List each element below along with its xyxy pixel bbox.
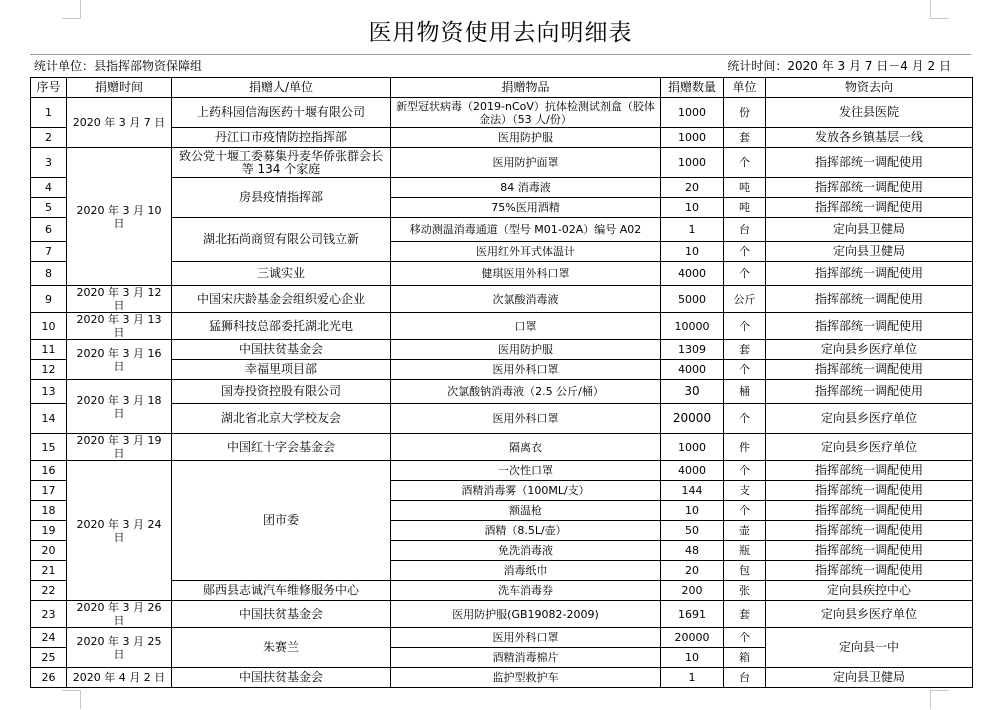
qty-cell: 10 xyxy=(661,648,724,668)
date-cell: 2020 年 3 月 26 日 xyxy=(67,601,172,628)
item-cell: 次氯酸消毒液 xyxy=(391,286,661,313)
donor-cell: 致公党十堰工委募集丹麦华侨张群会长等 134 个家庭 xyxy=(172,148,391,178)
donor-cell: 三诚实业 xyxy=(172,262,391,286)
unit-cell: 个 xyxy=(724,148,766,178)
unit-cell: 个 xyxy=(724,242,766,262)
date-cell: 2020 年 3 月 13 日 xyxy=(67,313,172,340)
date-cell: 2020 年 4 月 2 日 xyxy=(67,668,172,688)
dest-cell: 定向县卫健局 xyxy=(766,668,973,688)
item-cell: 医用防护服(GB19082-2009) xyxy=(391,601,661,628)
qty-cell: 1 xyxy=(661,218,724,242)
item-cell: 酒精消毒雾（100ML/支） xyxy=(391,481,661,501)
unit-cell: 套 xyxy=(724,128,766,148)
unit-cell: 吨 xyxy=(724,178,766,198)
dest-cell: 指挥部统一调配使用 xyxy=(766,198,973,218)
qty-cell: 48 xyxy=(661,541,724,561)
table-row xyxy=(31,218,973,242)
seq-cell: 21 xyxy=(31,561,67,581)
seq-cell: 1 xyxy=(31,98,67,128)
seq-cell: 23 xyxy=(31,601,67,628)
unit-cell: 桶 xyxy=(724,380,766,404)
seq-cell: 15 xyxy=(31,434,67,461)
dest-cell: 指挥部统一调配使用 xyxy=(766,561,973,581)
unit-cell: 公斤 xyxy=(724,286,766,313)
date-cell: 2020 年 3 月 16 日 xyxy=(67,340,172,380)
qty-cell: 10 xyxy=(661,242,724,262)
table-header-row xyxy=(31,78,973,98)
dest-cell: 定向县乡医疗单位 xyxy=(766,434,973,461)
donor-cell: 中国扶贫基金会 xyxy=(172,668,391,688)
title-divider xyxy=(30,54,971,55)
table-row xyxy=(31,601,973,628)
dest-cell: 指挥部统一调配使用 xyxy=(766,262,973,286)
qty-cell: 1 xyxy=(661,668,724,688)
table-row xyxy=(31,581,973,601)
header-donor: 捐赠人/单位 xyxy=(172,78,391,98)
seq-cell: 4 xyxy=(31,178,67,198)
seq-cell: 17 xyxy=(31,481,67,501)
unit-cell: 份 xyxy=(724,98,766,128)
item-cell: 一次性口罩 xyxy=(391,461,661,481)
qty-cell: 4000 xyxy=(661,461,724,481)
dest-cell: 定向县疾控中心 xyxy=(766,581,973,601)
header-date: 捐赠时间 xyxy=(67,78,172,98)
dest-cell: 定向县乡医疗单位 xyxy=(766,404,973,434)
qty-cell: 20 xyxy=(661,561,724,581)
date-cell: 2020 年 3 月 10 日 xyxy=(67,148,172,286)
qty-cell: 1691 xyxy=(661,601,724,628)
qty-cell: 4000 xyxy=(661,262,724,286)
header-dest: 物资去向 xyxy=(766,78,973,98)
item-cell: 医用外科口罩 xyxy=(391,628,661,648)
donor-cell: 郧西县志诚汽车维修服务中心 xyxy=(172,581,391,601)
donor-cell: 中国红十字会基金会 xyxy=(172,434,391,461)
qty-cell: 1309 xyxy=(661,340,724,360)
item-cell: 额温枪 xyxy=(391,501,661,521)
qty-cell: 1000 xyxy=(661,128,724,148)
item-cell: 84 消毒液 xyxy=(391,178,661,198)
seq-cell: 9 xyxy=(31,286,67,313)
item-cell: 健琪医用外科口罩 xyxy=(391,262,661,286)
stat-unit: 统计单位：县指挥部物资保障组 xyxy=(34,59,203,73)
item-cell: 医用红外耳式体温计 xyxy=(391,242,661,262)
table-row xyxy=(31,286,973,313)
unit-cell: 包 xyxy=(724,561,766,581)
qty-cell: 20000 xyxy=(661,628,724,648)
qty-cell: 4000 xyxy=(661,360,724,380)
item-cell: 移动测温消毒通道（型号 M01-02A）编号 A02 xyxy=(391,218,661,242)
donor-cell: 湖北省北京大学校友会 xyxy=(172,404,391,434)
dest-cell: 定向县乡医疗单位 xyxy=(766,340,973,360)
unit-cell: 吨 xyxy=(724,198,766,218)
seq-cell: 24 xyxy=(31,628,67,648)
seq-cell: 10 xyxy=(31,313,67,340)
table-row xyxy=(31,262,973,286)
table-row xyxy=(31,313,973,340)
donor-cell: 朱赛兰 xyxy=(172,628,391,668)
crop-mark-bottom-left xyxy=(62,690,81,709)
seq-cell: 14 xyxy=(31,404,67,434)
seq-cell: 8 xyxy=(31,262,67,286)
unit-cell: 张 xyxy=(724,581,766,601)
unit-cell: 台 xyxy=(724,218,766,242)
crop-mark-top-left xyxy=(62,0,81,19)
unit-cell: 套 xyxy=(724,340,766,360)
table-row xyxy=(31,668,973,688)
dest-cell: 指挥部统一调配使用 xyxy=(766,461,973,481)
dest-cell: 指挥部统一调配使用 xyxy=(766,501,973,521)
date-cell: 2020 年 3 月 19 日 xyxy=(67,434,172,461)
unit-cell: 壶 xyxy=(724,521,766,541)
unit-cell: 个 xyxy=(724,313,766,340)
dest-cell: 定向县卫健局 xyxy=(766,218,973,242)
qty-cell: 20 xyxy=(661,178,724,198)
donor-cell: 丹江口市疫情防控指挥部 xyxy=(172,128,391,148)
qty-cell: 50 xyxy=(661,521,724,541)
page-title: 医用物资使用去向明细表 xyxy=(368,20,633,46)
unit-cell: 支 xyxy=(724,481,766,501)
qty-cell: 144 xyxy=(661,481,724,501)
donor-cell: 中国扶贫基金会 xyxy=(172,601,391,628)
dest-cell: 发放各乡镇基层一线 xyxy=(766,128,973,148)
donation-table xyxy=(30,77,973,688)
table-row xyxy=(31,178,973,198)
seq-cell: 5 xyxy=(31,198,67,218)
seq-cell: 19 xyxy=(31,521,67,541)
date-cell: 2020 年 3 月 25 日 xyxy=(67,628,172,668)
qty-cell: 200 xyxy=(661,581,724,601)
dest-cell: 定向县一中 xyxy=(766,628,973,668)
qty-cell: 1000 xyxy=(661,98,724,128)
donor-cell: 房县疫情指挥部 xyxy=(172,178,391,218)
unit-cell: 个 xyxy=(724,461,766,481)
seq-cell: 11 xyxy=(31,340,67,360)
seq-cell: 26 xyxy=(31,668,67,688)
unit-cell: 个 xyxy=(724,404,766,434)
table-row xyxy=(31,128,973,148)
stat-time: 统计时间：2020 年 3 月 7 日－4 月 2 日 xyxy=(727,59,951,73)
unit-cell: 个 xyxy=(724,628,766,648)
seq-cell: 12 xyxy=(31,360,67,380)
header-unit: 单位 xyxy=(724,78,766,98)
table-row xyxy=(31,98,973,128)
dest-cell: 指挥部统一调配使用 xyxy=(766,481,973,501)
table-row xyxy=(31,360,973,380)
qty-cell: 10000 xyxy=(661,313,724,340)
donor-cell: 上药科园信海医药十堰有限公司 xyxy=(172,98,391,128)
seq-cell: 22 xyxy=(31,581,67,601)
item-cell: 隔离衣 xyxy=(391,434,661,461)
unit-cell: 瓶 xyxy=(724,541,766,561)
table-row xyxy=(31,461,973,481)
item-cell: 酒精（8.5L/壶） xyxy=(391,521,661,541)
item-cell: 医用防护服 xyxy=(391,128,661,148)
dest-cell: 指挥部统一调配使用 xyxy=(766,360,973,380)
seq-cell: 2 xyxy=(31,128,67,148)
crop-mark-bottom-right xyxy=(930,690,949,709)
item-cell: 酒精消毒棉片 xyxy=(391,648,661,668)
dest-cell: 指挥部统一调配使用 xyxy=(766,380,973,404)
donor-cell: 猛狮科技总部委托湖北光电 xyxy=(172,313,391,340)
item-cell: 监护型救护车 xyxy=(391,668,661,688)
unit-cell: 件 xyxy=(724,434,766,461)
donor-cell: 国寿投资控股有限公司 xyxy=(172,380,391,404)
qty-cell: 10 xyxy=(661,198,724,218)
item-cell: 口罩 xyxy=(391,313,661,340)
dest-cell: 指挥部统一调配使用 xyxy=(766,313,973,340)
dest-cell: 指挥部统一调配使用 xyxy=(766,521,973,541)
seq-cell: 3 xyxy=(31,148,67,178)
donor-cell: 中国宋庆龄基金会组织爱心企业 xyxy=(172,286,391,313)
donor-cell: 团市委 xyxy=(172,461,391,581)
date-cell: 2020 年 3 月 24 日 xyxy=(67,461,172,601)
dest-cell: 定向县卫健局 xyxy=(766,242,973,262)
header-item: 捐赠物品 xyxy=(391,78,661,98)
item-cell: 免洗消毒液 xyxy=(391,541,661,561)
item-cell: 新型冠状病毒（2019-nCoV）抗体检测试剂盒（胶体金法）（53 人/份） xyxy=(391,98,661,128)
qty-cell: 30 xyxy=(661,380,724,404)
item-cell: 消毒纸巾 xyxy=(391,561,661,581)
header-qty: 捐赠数量 xyxy=(661,78,724,98)
dest-cell: 定向县乡医疗单位 xyxy=(766,601,973,628)
qty-cell: 10 xyxy=(661,501,724,521)
table-row xyxy=(31,628,973,648)
table-row xyxy=(31,380,973,404)
donor-cell: 湖北拓尚商贸有限公司钱立新 xyxy=(172,218,391,262)
seq-cell: 7 xyxy=(31,242,67,262)
dest-cell: 指挥部统一调配使用 xyxy=(766,541,973,561)
dest-cell: 发往县医院 xyxy=(766,98,973,128)
donor-cell: 中国扶贫基金会 xyxy=(172,340,391,360)
date-cell: 2020 年 3 月 12 日 xyxy=(67,286,172,313)
seq-cell: 25 xyxy=(31,648,67,668)
item-cell: 洗车消毒券 xyxy=(391,581,661,601)
table-row xyxy=(31,404,973,434)
seq-cell: 18 xyxy=(31,501,67,521)
unit-cell: 个 xyxy=(724,501,766,521)
dest-cell: 指挥部统一调配使用 xyxy=(766,178,973,198)
item-cell: 医用防护面罩 xyxy=(391,148,661,178)
unit-cell: 箱 xyxy=(724,648,766,668)
dest-cell: 指挥部统一调配使用 xyxy=(766,148,973,178)
dest-cell: 指挥部统一调配使用 xyxy=(766,286,973,313)
seq-cell: 16 xyxy=(31,461,67,481)
date-cell: 2020 年 3 月 7 日 xyxy=(67,98,172,148)
qty-cell: 1000 xyxy=(661,434,724,461)
table-row xyxy=(31,340,973,360)
item-cell: 医用外科口罩 xyxy=(391,404,661,434)
qty-cell: 1000 xyxy=(661,148,724,178)
item-cell: 75%医用酒精 xyxy=(391,198,661,218)
header-seq: 序号 xyxy=(31,78,67,98)
seq-cell: 6 xyxy=(31,218,67,242)
unit-cell: 个 xyxy=(724,262,766,286)
donor-cell: 幸福里项目部 xyxy=(172,360,391,380)
unit-cell: 个 xyxy=(724,360,766,380)
crop-mark-top-right xyxy=(930,0,949,19)
table-row xyxy=(31,148,973,178)
qty-cell: 20000 xyxy=(661,404,724,434)
table-row xyxy=(31,434,973,461)
item-cell: 次氯酸钠消毒液（2.5 公斤/桶） xyxy=(391,380,661,404)
item-cell: 医用外科口罩 xyxy=(391,360,661,380)
unit-cell: 套 xyxy=(724,601,766,628)
date-cell: 2020 年 3 月 18 日 xyxy=(67,380,172,434)
seq-cell: 20 xyxy=(31,541,67,561)
item-cell: 医用防护服 xyxy=(391,340,661,360)
seq-cell: 13 xyxy=(31,380,67,404)
unit-cell: 台 xyxy=(724,668,766,688)
qty-cell: 5000 xyxy=(661,286,724,313)
